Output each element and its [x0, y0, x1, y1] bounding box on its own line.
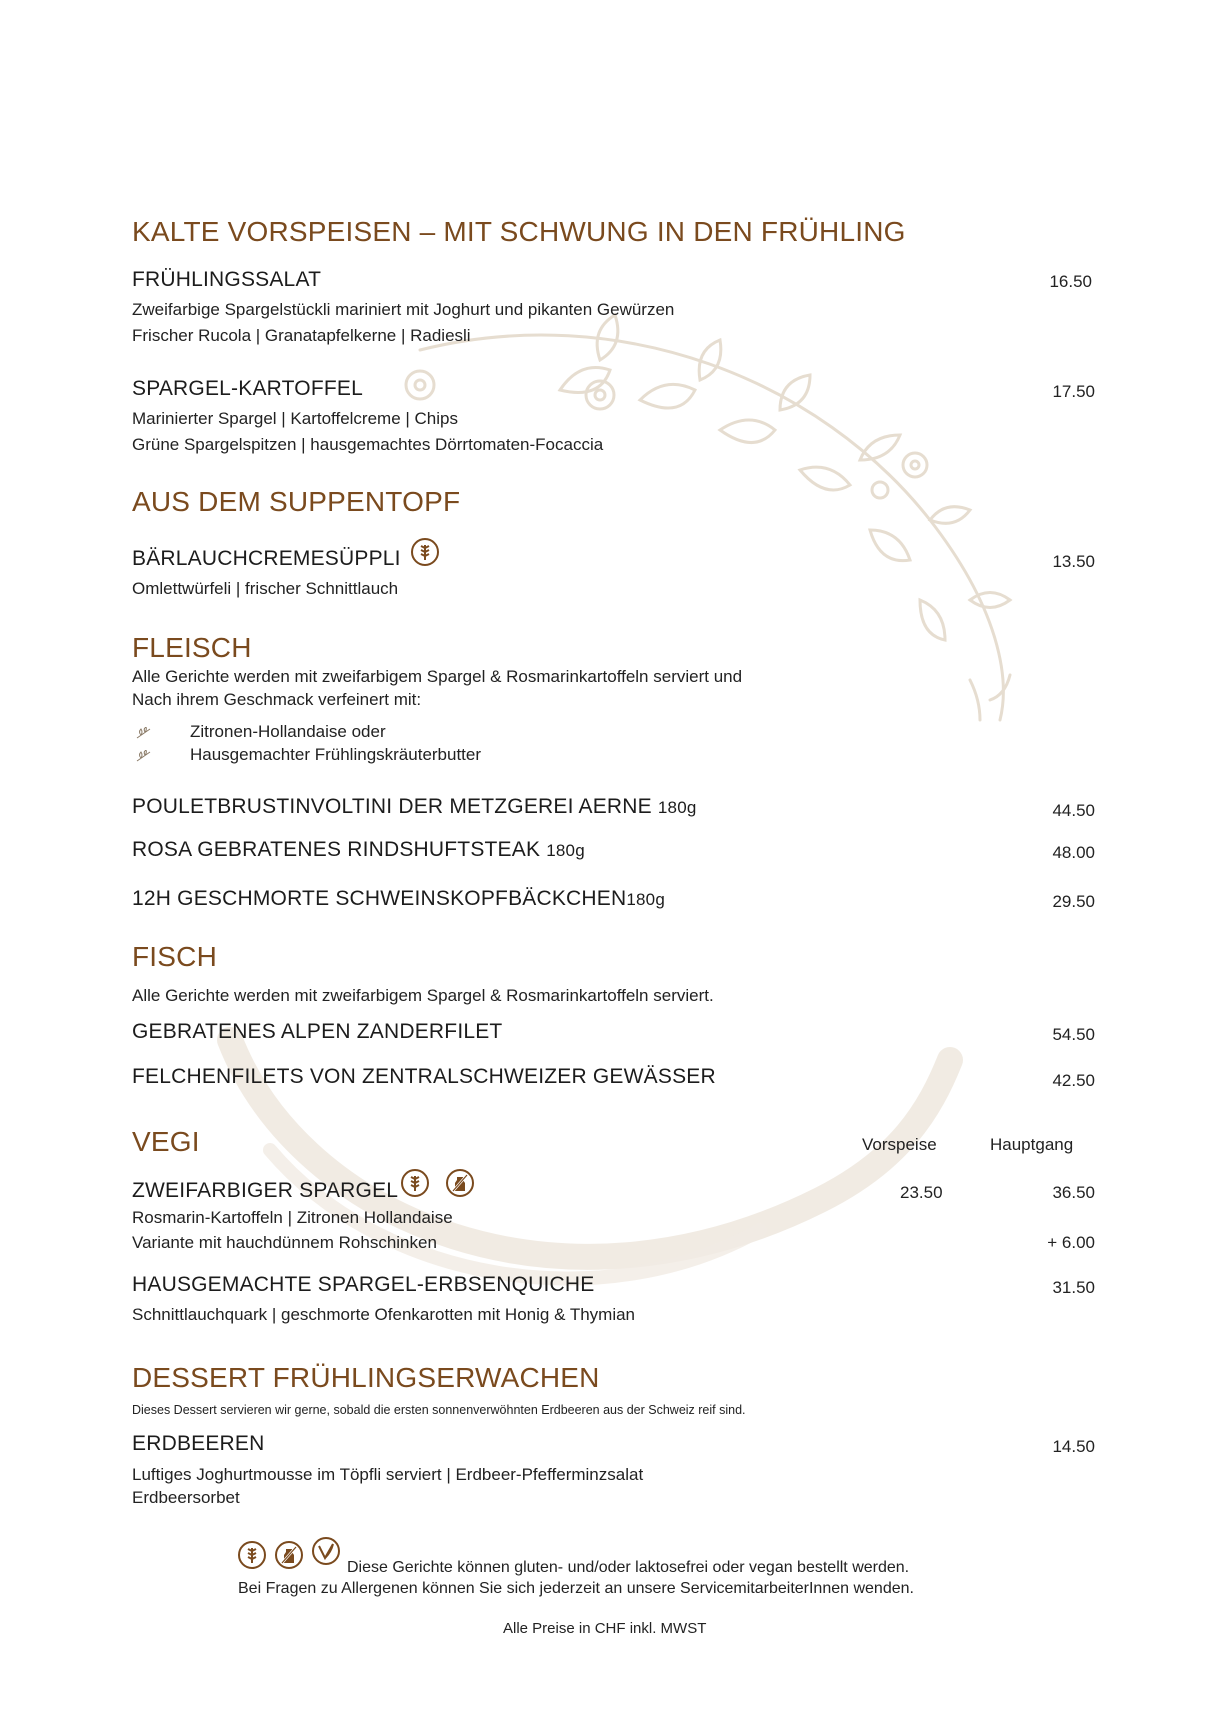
dish-price: 17.50	[1052, 382, 1095, 401]
dish-price: 16.50	[1049, 272, 1092, 291]
dish-description: Rosmarin-Kartoffeln | Zitronen Hollandaise	[132, 1208, 453, 1227]
dish-name: POULETBRUSTINVOLTINI DER METZGEREI AERNE	[132, 795, 652, 818]
dish-name: BÄRLAUCHCREMESÜPPLI	[132, 547, 401, 570]
price-note: Alle Preise in CHF inkl. MWST	[503, 1620, 707, 1637]
dish-price: 54.50	[1052, 1025, 1095, 1044]
section-title-kalte: KALTE VORSPEISEN – MIT SCHWUNG IN DEN FRÜHLING	[132, 216, 906, 247]
dish-row	[132, 838, 585, 862]
dish-price: 31.50	[1052, 1278, 1095, 1297]
gluten-free-icon	[237, 1540, 267, 1570]
dish-description: Variante mit hauchdünnem Rohschinken	[132, 1233, 437, 1252]
dish-description: Frischer Rucola | Granatapfelkerne | Radiesli	[132, 326, 471, 345]
dish-price: 13.50	[1052, 552, 1095, 571]
dish-name: 12H GESCHMORTE SCHWEINSKOPFBÄCKCHEN	[132, 887, 627, 910]
section-intro: Dieses Dessert servieren wir gerne, sobald die ersten sonnenverwöhnten Erdbeeren aus der Schweiz reif sind.	[132, 1403, 746, 1417]
section-title-fleisch: FLEISCH	[132, 632, 252, 663]
section-intro: Alle Gerichte werden mit zweifarbigem Spargel & Rosmarinkartoffeln serviert und	[132, 667, 743, 686]
herb-bullet-icon	[136, 750, 152, 762]
dish-name: GEBRATENES ALPEN ZANDERFILET	[132, 1020, 503, 1043]
dish-name: FELCHENFILETS VON ZENTRALSCHWEIZER GEWÄSSER	[132, 1065, 716, 1088]
herb-bullet-icon	[136, 727, 152, 739]
vegan-icon	[311, 1536, 341, 1566]
section-title-suppe: AUS DEM SUPPENTOPF	[132, 486, 461, 517]
dish-description: Schnittlauchquark | geschmorte Ofenkarotten mit Honig & Thymian	[132, 1305, 636, 1324]
section-title-vegi: VEGI	[132, 1126, 200, 1157]
dish-price: 14.50	[1052, 1437, 1095, 1456]
dish-price: 48.00	[1052, 843, 1095, 862]
dish-weight: 180g	[657, 798, 697, 817]
gluten-free-icon	[410, 537, 440, 567]
lactose-free-icon	[445, 1168, 475, 1198]
dish-name: ROSA GEBRATENES RINDSHUFTSTEAK	[132, 838, 541, 861]
dish-description: Omlettwürfeli | frischer Schnittlauch	[132, 579, 399, 598]
dish-description: Erdbeersorbet	[132, 1488, 240, 1507]
dish-extra-price: + 6.00	[1047, 1233, 1095, 1252]
dish-weight: 180g	[546, 841, 585, 860]
section-title-fisch: FISCH	[132, 941, 217, 972]
dish-price: 29.50	[1052, 892, 1095, 911]
dish-price: 36.50	[1052, 1183, 1095, 1202]
dish-row	[132, 887, 665, 911]
dish-weight: 180g	[626, 890, 665, 909]
dish-description: Luftiges Joghurtmousse im Töpfli serviert | Erdbeer-Pfefferminzsalat	[132, 1465, 644, 1484]
dish-name: ERDBEEREN	[132, 1432, 265, 1455]
section-title-dessert: DESSERT FRÜHLINGSERWACHEN	[132, 1362, 600, 1393]
dish-price: 44.50	[1052, 801, 1095, 820]
dish-description: Zweifarbige Spargelstückli mariniert mit Joghurt und pikanten Gewürzen	[132, 300, 675, 319]
section-intro: Alle Gerichte werden mit zweifarbigem Spargel & Rosmarinkartoffeln serviert.	[132, 986, 714, 1005]
allergen-note: Bei Fragen zu Allergenen können Sie sich jederzeit an unsere ServicemitarbeiterInnen wenden.	[238, 1580, 914, 1597]
dish-description: Marinierter Spargel | Kartoffelcreme | Chips	[132, 409, 458, 428]
allergen-note: Diese Gerichte können gluten- und/oder laktosefrei oder vegan bestellt werden.	[347, 1559, 910, 1576]
dish-row	[132, 795, 697, 819]
dish-price: 42.50	[1052, 1071, 1095, 1090]
gluten-free-icon	[400, 1168, 430, 1198]
option-item: Hausgemachter Frühlingskräuterbutter	[190, 745, 482, 764]
dish-name: ZWEIFARBIGER SPARGEL	[132, 1179, 399, 1202]
column-header-starter: Vorspeise	[862, 1135, 937, 1154]
lactose-free-icon	[274, 1540, 304, 1570]
column-header-main: Hauptgang	[990, 1135, 1074, 1154]
dish-description: Grüne Spargelspitzen | hausgemachtes Dörrtomaten-Focaccia	[132, 435, 604, 454]
dish-name: HAUSGEMACHTE SPARGEL-ERBSENQUICHE	[132, 1273, 595, 1296]
option-item: Zitronen-Hollandaise oder	[190, 722, 386, 741]
dish-price-starter: 23.50	[900, 1183, 943, 1202]
dish-name: FRÜHLINGSSALAT	[132, 268, 322, 291]
section-intro: Nach ihrem Geschmack verfeinert mit:	[132, 690, 422, 709]
dish-name: SPARGEL-KARTOFFEL	[132, 377, 363, 400]
